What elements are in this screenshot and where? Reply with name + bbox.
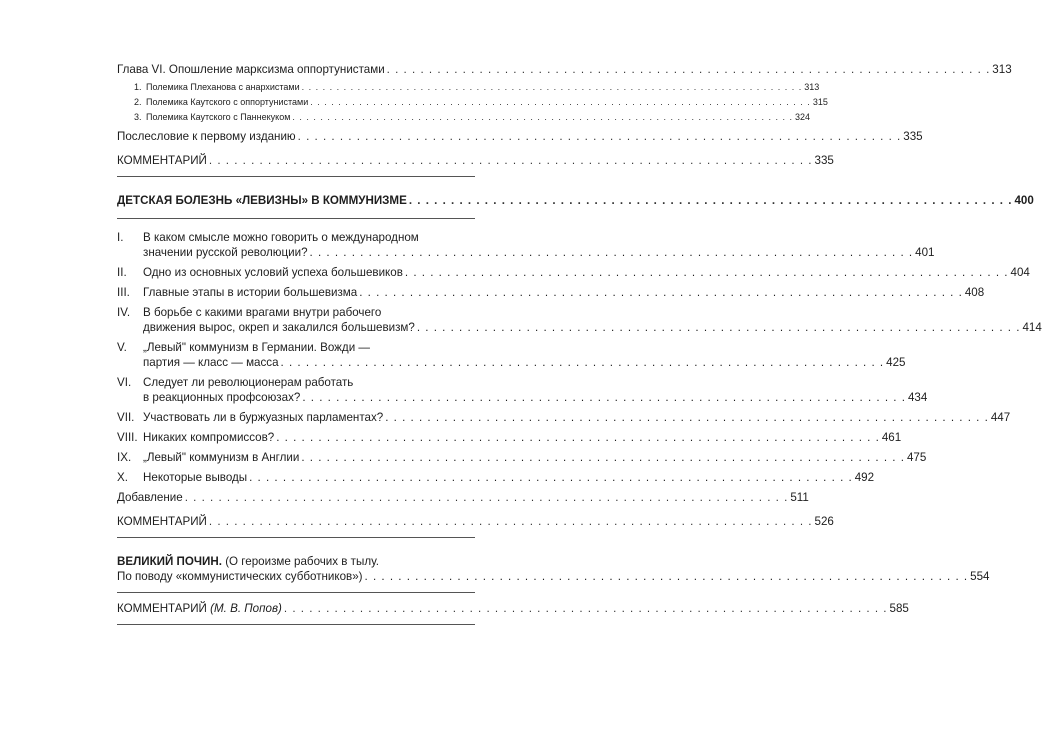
toc-item-viii[interactable] xyxy=(117,430,902,445)
entry-title-cont: значении русской революции? xyxy=(143,246,308,259)
roman-numeral: VI. xyxy=(117,376,132,389)
toc-entry-chapter-6[interactable] xyxy=(117,62,1012,77)
subentry-number: 3. xyxy=(134,112,142,122)
toc-subentry-1[interactable] xyxy=(117,81,820,93)
entry-title: КОММЕНТАРИЙ xyxy=(117,154,207,167)
roman-numeral: IX. xyxy=(117,451,132,464)
entry-title: КОММЕНТАРИЙ xyxy=(117,602,207,615)
leader-dots xyxy=(385,410,989,425)
toc-entry-comments-3[interactable] xyxy=(117,601,909,616)
leader-dots xyxy=(298,129,902,144)
toc-item-iii[interactable] xyxy=(117,285,985,300)
leader-dots xyxy=(276,430,880,445)
leader-dots xyxy=(284,601,888,616)
table-of-contents xyxy=(117,62,1042,625)
entry-title: Полемика Каутского с Паннекуком xyxy=(146,112,291,122)
page-number: 511 xyxy=(790,491,809,504)
leader-dots xyxy=(417,320,1021,335)
toc-subentry-2[interactable] xyxy=(117,96,828,108)
roman-numeral: I. xyxy=(117,231,124,244)
roman-numeral: III. xyxy=(117,286,130,299)
leader-dots xyxy=(209,153,813,168)
toc-entry-left-wing-communism[interactable] xyxy=(117,193,1034,208)
entry-title: Участвовать ли в буржуазных парламентах? xyxy=(143,411,384,424)
toc-item-vi[interactable] xyxy=(117,375,928,405)
page-number: 447 xyxy=(990,411,1011,424)
entry-title: „Левый" коммунизм в Германии. Вожди — xyxy=(143,341,370,354)
subentry-number: 1. xyxy=(134,82,142,92)
page-number: 461 xyxy=(881,431,902,444)
leader-dots xyxy=(292,111,793,123)
toc-item-v[interactable] xyxy=(117,340,906,370)
toc-item-iv[interactable] xyxy=(117,305,1042,335)
entry-title: Полемика Плеханова с анархистами xyxy=(146,82,300,92)
entry-title: В каком смысле можно говорить о международном xyxy=(143,231,419,244)
leader-dots xyxy=(302,81,803,93)
toc-item-ix[interactable] xyxy=(117,450,927,465)
roman-numeral: II. xyxy=(117,266,127,279)
page-number: 335 xyxy=(814,154,834,167)
page-number: 475 xyxy=(906,451,927,464)
toc-item-ii[interactable] xyxy=(117,265,1030,280)
entry-title: Добавление xyxy=(117,491,183,504)
page-number: 554 xyxy=(970,570,990,583)
entry-title-cont: партия — класс — масса xyxy=(143,356,279,369)
page-number: 313 xyxy=(804,82,820,92)
toc-item-x[interactable] xyxy=(117,470,875,485)
roman-numeral: VII. xyxy=(117,411,135,424)
page-number: 585 xyxy=(889,602,909,615)
entry-title: КОММЕНТАРИЙ xyxy=(117,515,207,528)
entry-title: Главные этапы в истории большевизма xyxy=(143,286,358,299)
page-number: 492 xyxy=(854,471,875,484)
entry-title: Следует ли революционерам работать xyxy=(143,376,354,389)
page-number: 526 xyxy=(814,515,834,528)
entry-title: Одно из основных условий успеха большевиков xyxy=(143,266,403,279)
leader-dots xyxy=(359,285,963,300)
page-number: 315 xyxy=(812,97,828,107)
page-number: 324 xyxy=(794,112,810,122)
roman-numeral: X. xyxy=(117,471,128,484)
leader-dots xyxy=(209,514,813,529)
leader-dots xyxy=(387,62,991,77)
subentry-number: 2. xyxy=(134,97,142,107)
page-number: 335 xyxy=(903,130,923,143)
roman-numeral: IV. xyxy=(117,306,131,319)
entry-title: Послесловие к первому изданию xyxy=(117,130,296,143)
leader-dots xyxy=(310,96,811,108)
entry-title: Некоторые выводы xyxy=(143,471,248,484)
page-number: 404 xyxy=(1010,266,1030,279)
entry-title: Глава VI. Опошление марксизма оппортунистами xyxy=(117,63,385,76)
page-number: 400 xyxy=(1014,194,1034,207)
toc-entry-great-beginning[interactable] xyxy=(117,554,990,584)
entry-title: ДЕТСКАЯ БОЛЕЗНЬ «ЛЕВИЗНЫ» В КОММУНИЗМЕ xyxy=(117,194,407,207)
leader-dots xyxy=(185,490,789,505)
toc-item-i[interactable] xyxy=(117,230,935,260)
page-number: 401 xyxy=(915,246,935,259)
toc-entry-appendix[interactable] xyxy=(117,490,809,505)
leader-dots xyxy=(281,355,885,370)
leader-dots xyxy=(301,450,905,465)
leader-dots xyxy=(405,265,1009,280)
entry-title-cont: По поводу «коммунистических субботников») xyxy=(117,570,363,583)
toc-item-vii[interactable] xyxy=(117,410,1011,425)
leader-dots xyxy=(310,245,914,260)
leader-dots xyxy=(365,569,969,584)
entry-title-cont: движения вырос, окреп и закалился большевизм? xyxy=(143,321,415,334)
toc-subentry-3[interactable] xyxy=(117,111,810,123)
toc-entry-afterword[interactable] xyxy=(117,129,923,144)
entry-title-rest: (О героизме рабочих в тылу. xyxy=(221,555,379,568)
page-number: 434 xyxy=(907,391,928,404)
entry-title-cont: в реакционных профсоюзах? xyxy=(143,391,301,404)
toc-entry-comments-1[interactable] xyxy=(117,153,834,168)
entry-title: „Левый" коммунизм в Англии xyxy=(143,451,300,464)
entry-title: Никаких компромиссов? xyxy=(143,431,275,444)
page-number: 425 xyxy=(886,356,906,369)
leader-dots xyxy=(302,390,906,405)
section-divider xyxy=(117,624,475,625)
entry-author: (М. В. Попов) xyxy=(210,602,282,615)
entry-title-bold: ВЕЛИКИЙ ПОЧИН. xyxy=(117,555,222,568)
roman-numeral: V. xyxy=(117,341,127,354)
toc-entry-comments-2[interactable] xyxy=(117,514,834,529)
page-number: 414 xyxy=(1022,321,1042,334)
entry-title: Полемика Каутского с оппортунистами xyxy=(146,97,309,107)
page-number: 408 xyxy=(964,286,985,299)
leader-dots xyxy=(249,470,853,485)
page-number: 313 xyxy=(992,63,1012,76)
roman-numeral: VIII. xyxy=(117,431,138,444)
entry-title: В борьбе с какими врагами внутри рабочего xyxy=(143,306,382,319)
leader-dots xyxy=(409,193,1013,208)
